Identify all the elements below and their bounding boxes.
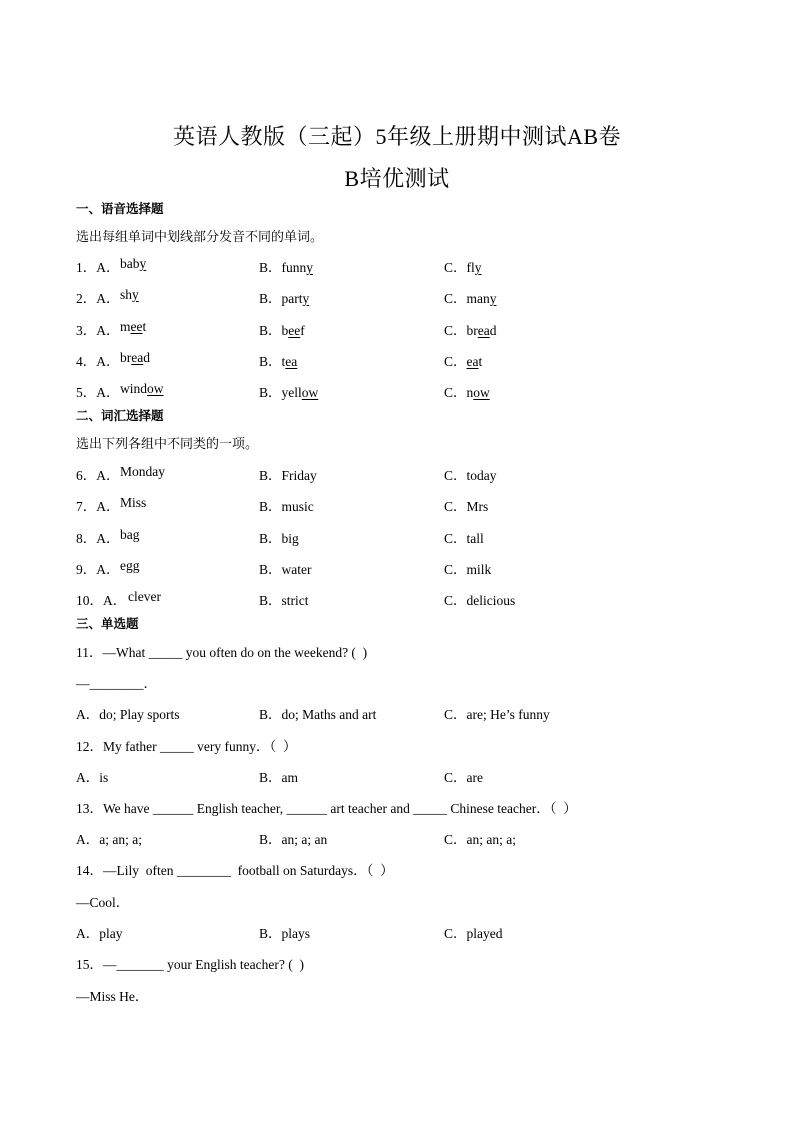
question-11: 11．—What _____ you often do on the weekend? ( ) xyxy=(76,645,368,660)
question-14-options xyxy=(76,922,716,942)
option-a: Miss xyxy=(120,495,147,510)
question-15-reply: —Miss He． xyxy=(76,989,149,1004)
option-c: C．played xyxy=(444,926,503,941)
option-a: egg xyxy=(120,558,140,573)
section-instruction-vocabulary: 选出下列各组中不同类的一项。 xyxy=(76,437,259,452)
question-13-options xyxy=(76,828,716,848)
option-b: B．big xyxy=(259,531,299,546)
phonetics-question-2 xyxy=(76,287,716,307)
option-a: shy xyxy=(120,287,139,302)
option-a: clever xyxy=(128,589,161,604)
question-14-reply: —Cool． xyxy=(76,895,130,910)
option-c: C．today xyxy=(444,468,497,483)
phonetics-question-4 xyxy=(76,350,716,370)
option-a: A．do; Play sports xyxy=(76,707,180,722)
vocabulary-question-10 xyxy=(76,589,716,609)
section-instruction-phonetics: 选出每组单词中划线部分发音不同的单词。 xyxy=(76,230,324,245)
option-c: C．eat xyxy=(444,354,483,369)
question-number: 3．A． xyxy=(76,323,120,338)
option-c: C．fly xyxy=(444,260,482,275)
option-c: C．Mrs xyxy=(444,499,489,514)
question-14: 14．—Lily often ________ football on Saturdays．（ ） xyxy=(76,863,394,878)
question-number: 9．A． xyxy=(76,562,120,577)
option-b: B．funny xyxy=(259,260,313,275)
option-a: bag xyxy=(120,527,140,542)
option-b: B．yellow xyxy=(259,385,319,400)
phonetics-question-3 xyxy=(76,319,716,339)
vocabulary-question-6 xyxy=(76,464,716,484)
question-number: 4．A． xyxy=(76,354,120,369)
option-c: C．bread xyxy=(444,323,497,338)
option-b: B．party xyxy=(259,291,310,306)
option-a: A．a; an; a; xyxy=(76,832,142,847)
option-c: C．an; an; a; xyxy=(444,832,516,847)
phonetics-question-1 xyxy=(76,256,716,276)
question-number: 7．A． xyxy=(76,499,120,514)
option-a: Monday xyxy=(120,464,165,479)
option-c: C．milk xyxy=(444,562,492,577)
option-b: B．Friday xyxy=(259,468,317,483)
option-b: B．water xyxy=(259,562,312,577)
option-c: C．are xyxy=(444,770,483,785)
option-c: C．are; He’s funny xyxy=(444,707,550,722)
vocabulary-question-9 xyxy=(76,558,716,578)
option-a: A．is xyxy=(76,770,109,785)
option-b: B．an; a; an xyxy=(259,832,328,847)
option-b: B．plays xyxy=(259,926,311,941)
question-11-answer-line: —________． xyxy=(76,676,157,691)
section-heading-single-choice: 三、单选题 xyxy=(76,616,139,631)
vocabulary-question-7 xyxy=(76,495,716,515)
question-11-options xyxy=(76,703,716,723)
option-a: window xyxy=(120,381,164,396)
question-number: 10．A． xyxy=(76,593,127,608)
option-a: bread xyxy=(120,350,150,365)
option-c: C．now xyxy=(444,385,490,400)
option-a: baby xyxy=(120,256,147,271)
vocabulary-question-8 xyxy=(76,527,716,547)
option-c: C．tall xyxy=(444,531,484,546)
section-heading-phonetics: 一、语音选择题 xyxy=(76,201,164,216)
question-number: 1．A． xyxy=(76,260,120,275)
option-c: C．delicious xyxy=(444,593,516,608)
question-12: 12．My father _____ very funny．（ ） xyxy=(76,739,297,754)
question-12-options xyxy=(76,766,716,786)
option-b: B．tea xyxy=(259,354,298,369)
phonetics-question-5 xyxy=(76,381,716,401)
option-b: B．do; Maths and art xyxy=(259,707,377,722)
question-13: 13．We have ______ English teacher, ______ art teacher and _____ Chinese teacher．（ ） xyxy=(76,801,577,816)
option-b: B．music xyxy=(259,499,314,514)
option-c: C．many xyxy=(444,291,497,306)
question-number: 6．A． xyxy=(76,468,120,483)
option-a: meet xyxy=(120,319,147,334)
option-b: B．beef xyxy=(259,323,305,338)
question-15: 15．—_______ your English teacher? ( ) xyxy=(76,957,304,972)
document-title: 英语人教版（三起）5年级上册期中测试AB卷 xyxy=(172,124,622,149)
section-heading-vocabulary: 二、词汇选择题 xyxy=(76,408,164,423)
document-subtitle: B培优测试 xyxy=(344,166,450,191)
question-number: 8．A． xyxy=(76,531,120,546)
option-b: B．strict xyxy=(259,593,309,608)
option-a: A．play xyxy=(76,926,123,941)
option-b: B．am xyxy=(259,770,298,785)
question-number: 5．A． xyxy=(76,385,120,400)
question-number: 2．A． xyxy=(76,291,120,306)
